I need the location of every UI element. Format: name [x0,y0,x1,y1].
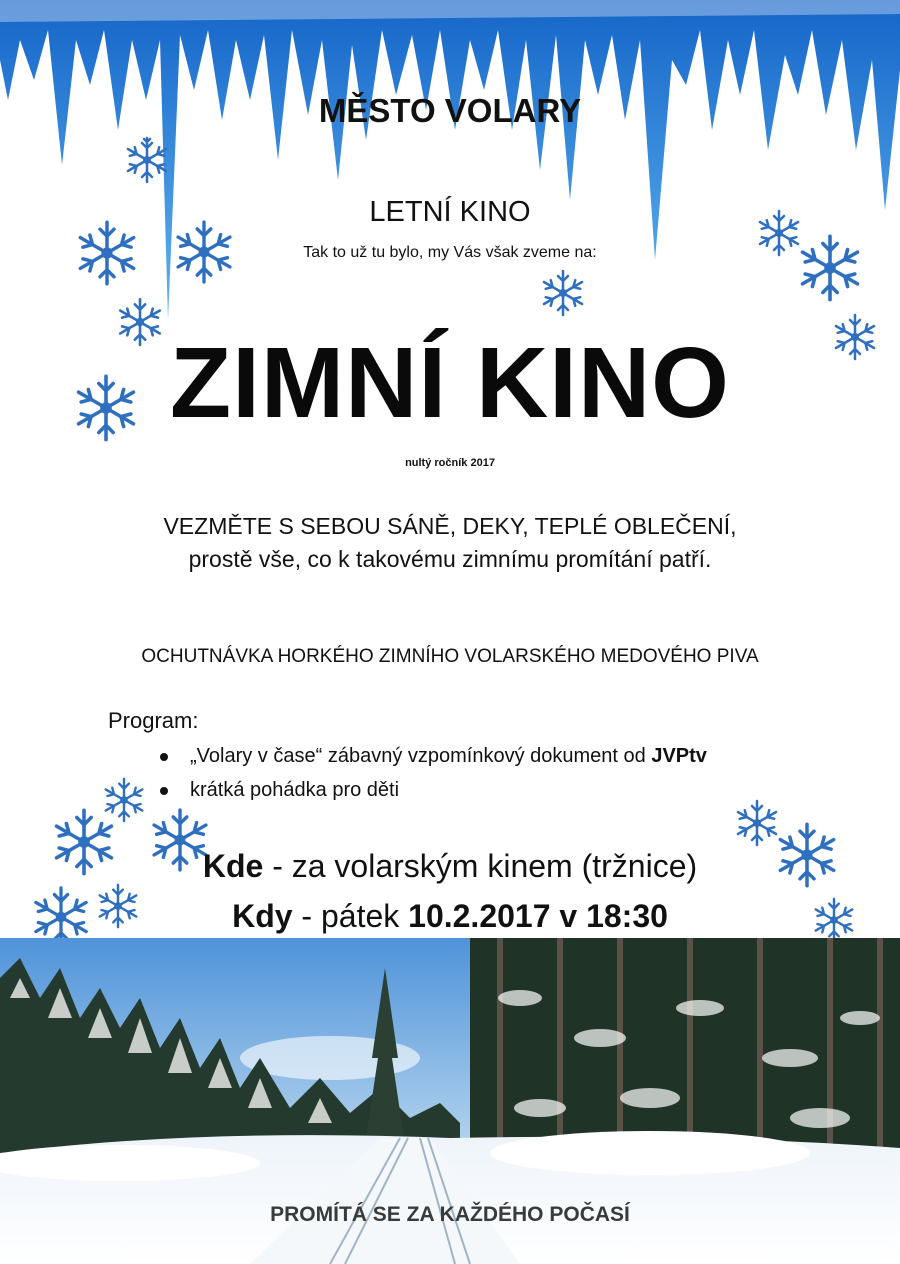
time-label: Kdy [232,898,293,934]
program-item-text: krátká pohádka pro děti [190,779,400,801]
event-location [0,848,900,885]
location-label: Kde [202,848,264,884]
subtitle: LETNÍ KINO [369,196,531,228]
snowflake-icon [538,268,588,318]
program-label: Program: [108,708,199,733]
bring-line-2: prostě vše, co k takovému zimnímu promítání patří. [188,546,712,572]
time-text: - pátek [292,898,409,934]
program-item-bold: JVPtv [651,745,707,767]
event-date: 10.2.2017 v 18:30 [408,898,668,934]
page-title: ZIMNÍ KINO [170,327,730,439]
footer-note: PROMÍTÁ SE ZA KAŽDÉHO POČASÍ [270,1203,630,1226]
location-text: - za volarským kinem (tržnice) [263,848,698,884]
bring-line-1: VEZMĚTE S SEBOU SÁNĚ, DEKY, TEPLÉ OBLEČENÍ, [163,513,737,539]
program-list [160,742,707,810]
city-name: MĚSTO VOLARY [318,92,582,129]
program-item-text: „Volary v čase“ zábavný vzpomínkový dokument od [190,745,652,767]
list-item [160,742,707,776]
snowflake-icon [794,232,866,304]
event-time [0,898,900,935]
invite-line: Tak to už tu bylo, my Vás však zveme na: [303,244,597,261]
list-item [160,776,707,810]
snowflake-icon [122,135,172,185]
edition-label: nultý ročník 2017 [405,457,495,469]
tasting-line: OCHUTNÁVKA HORKÉHO ZIMNÍHO VOLARSKÉHO MEDOVÉHO PIVA [141,646,759,667]
